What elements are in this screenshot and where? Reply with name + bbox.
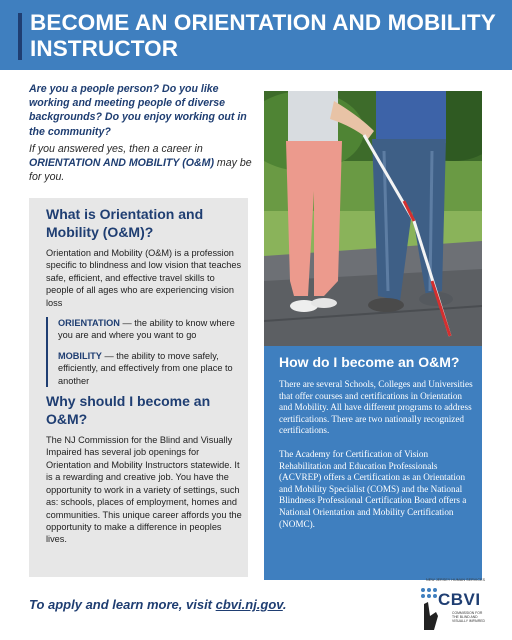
intro-answer bbox=[29, 142, 259, 185]
intro-answer-lead: If you answered yes, then a career in bbox=[29, 142, 203, 155]
intro-answer-highlight: ORIENTATION AND MOBILITY (O&M) bbox=[29, 157, 214, 170]
how-paragraph-1: There are several Schools, Colleges and Universities that offer courses and certifications in Orientation and Mobility. All have different programs to address certifications. There are two nationally recognized certifications. bbox=[279, 379, 473, 436]
braille-hand-icon bbox=[418, 586, 440, 632]
logo-tagline: NEW JERSEY HUMAN SERVICES bbox=[426, 578, 486, 582]
cane-walking-photo bbox=[264, 91, 482, 346]
mobility-term: MOBILITY bbox=[58, 350, 102, 361]
why-heading: Why should I become an O&M? bbox=[46, 393, 211, 427]
orientation-text: — the ability to know where you are and where you want to go bbox=[58, 318, 235, 341]
mobility-text: — the ability to move safely, efficiently, and effectively from one place to another bbox=[58, 350, 233, 386]
website-link[interactable]: cbvi.nj.gov bbox=[215, 597, 283, 612]
intro-questions: Are you a people person? Do you like working and meeting people of diverse backgrounds? Do you enjoy working out in the community? bbox=[29, 83, 247, 138]
title-accent-bar bbox=[18, 13, 22, 60]
logo-subtitle: COMMISSION FOR THE BLIND AND VISUALLY IMPAIRED bbox=[452, 611, 485, 623]
footer-cta bbox=[29, 597, 286, 612]
footer-period: . bbox=[282, 597, 287, 612]
title-banner bbox=[0, 0, 512, 70]
footer-text: To apply and learn more, visit bbox=[29, 597, 216, 612]
mobility-definition bbox=[58, 350, 242, 387]
what-heading: What is Orientation and Mobility (O&M)? bbox=[46, 206, 204, 240]
cbvi-logo bbox=[418, 578, 488, 634]
info-panel-left bbox=[29, 198, 248, 577]
definitions-block bbox=[46, 317, 242, 387]
photo-illustration bbox=[264, 91, 482, 346]
info-panel-right bbox=[264, 346, 482, 580]
intro-section bbox=[29, 82, 259, 184]
logo-wordmark: CBVI bbox=[438, 590, 481, 609]
how-paragraph-2: The Academy for Certification of Vision Rehabilitation and Education Professionals (ACVREP) offers a Certification as an Orientation and Mobility Specialist (COMS) and the National Blindness Professional Certification Board offers a National Orientation and Mobility Certification (NOMC). bbox=[279, 448, 467, 529]
orientation-definition bbox=[58, 317, 242, 342]
what-body: Orientation and Mobility (O&M) is a profession specific to blindness and low vision that teaches safe, efficient, and effective travel skills to people of all ages who are experiencing vision loss bbox=[46, 248, 242, 308]
page-title: BECOME AN ORIENTATION AND MOBILITY INSTRUCTOR bbox=[30, 10, 496, 61]
intro-answer-tail: may be for you. bbox=[29, 157, 252, 184]
why-body: The NJ Commission for the Blind and Visually Impaired has several job openings for Orientation and Mobility Instructors statewide. It is a rewarding and creative job. You have the opportunity to work in a variety of settings, such as: schools, places of employment, homes and communities. This unique career affords you the opportunity to make a difference in peoples lives. bbox=[46, 435, 242, 545]
how-heading: How do I become an O&M? bbox=[279, 354, 460, 370]
orientation-term: ORIENTATION bbox=[58, 318, 120, 329]
